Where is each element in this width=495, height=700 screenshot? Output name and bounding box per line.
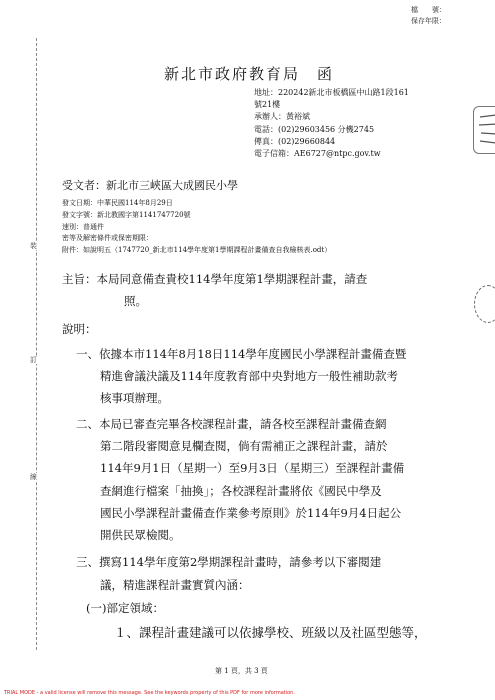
page-footer: 第 1 頁，共 3 頁 [215, 667, 268, 675]
trial-watermark: TRIAL MODE - a valid license will remove this message. See the keywords property of this PDF for more information. [4, 690, 295, 696]
item-3-line-2: 議，精進課程計畫實質內涵： [100, 578, 250, 592]
sender-address-cont: 號21樓 [254, 100, 281, 109]
subject-line-1: 主旨：本局同意備查貴校114學年度第1學期課程計畫，請查 [62, 272, 368, 286]
confidentiality: 密等及解密條件或保密期限： [62, 234, 153, 242]
binding-mark-fold: 訂 [30, 356, 37, 364]
retention-label: 保存年限： [411, 17, 446, 25]
item-2-line-5: 國民小學課程計畫備查作業參考原則》於114年9月4日起公 [100, 506, 402, 520]
item-2-line-3: 114年9月1日（星期一）至9月3日（星期三）至課程計畫備 [100, 461, 405, 475]
document-title: 新北市政府教育局 函 [164, 65, 335, 83]
binding-mark-bind: 裝 [30, 242, 37, 250]
item-2-line-1: 二、本局已審查完畢各校課程計畫，請各校至課程計畫備查網 [76, 417, 387, 431]
issue-date: 發文日期：中華民國114年8月29日 [62, 199, 173, 207]
explanation-label: 說明： [62, 322, 97, 336]
sender-fax: 傳真：(02)29660844 [254, 137, 336, 146]
attachment: 附件：如說明五（1747720_新北市114學年度第1學期課程計畫備查自我檢核表.odt） [62, 246, 332, 254]
seal-stamp [473, 106, 495, 154]
round-seal-stamp [474, 285, 495, 323]
item-3-line-1: 三、撰寫114學年度第2學期課程計畫時，請參考以下審閱建 [76, 555, 382, 569]
item-2-line-4: 查網進行檔案「抽換」；各校課程計畫將依《國民中學及 [100, 484, 382, 498]
binding-line [36, 38, 37, 650]
sender-phone: 電話：(02)29603456 分機2745 [254, 125, 375, 134]
item-1-line-2: 精進會議決議及114年度教育部中央對地方一般性補助款考 [100, 369, 398, 383]
item-2-line-6: 開供民眾檢閱。 [100, 528, 181, 542]
sender-contact-person: 承辦人：黃裕斌 [254, 112, 310, 121]
recipient: 受文者：新北市三峽區大成國民小學 [62, 179, 238, 192]
binding-mark-line: 線 [30, 473, 37, 481]
item-1-line-3: 核事項辦理。 [100, 391, 169, 405]
item-2-line-2: 第二階段審閱意見欄查閱，倘有需補正之課程計畫，請於 [100, 439, 388, 453]
sender-email: 電子信箱：AE6727@ntpc.gov.tw [254, 149, 381, 158]
subsection-heading: (一)部定領域： [86, 601, 164, 615]
urgency: 速別：普通件 [62, 223, 104, 231]
document-number: 發文字號：新北教國字第1141747720號 [62, 211, 191, 219]
sender-address: 地址：220242新北市板橋區中山路1段161 [254, 88, 409, 97]
file-number-label: 檔 號： [411, 6, 446, 14]
subject-line-2: 照。 [124, 294, 147, 308]
subitem-1: １、課程計畫建議可以依據學校、班級以及社區型態等， [114, 625, 427, 640]
item-1-line-1: 一、依據本市114年8月18日114學年度國民小學課程計畫備查暨 [76, 347, 407, 361]
